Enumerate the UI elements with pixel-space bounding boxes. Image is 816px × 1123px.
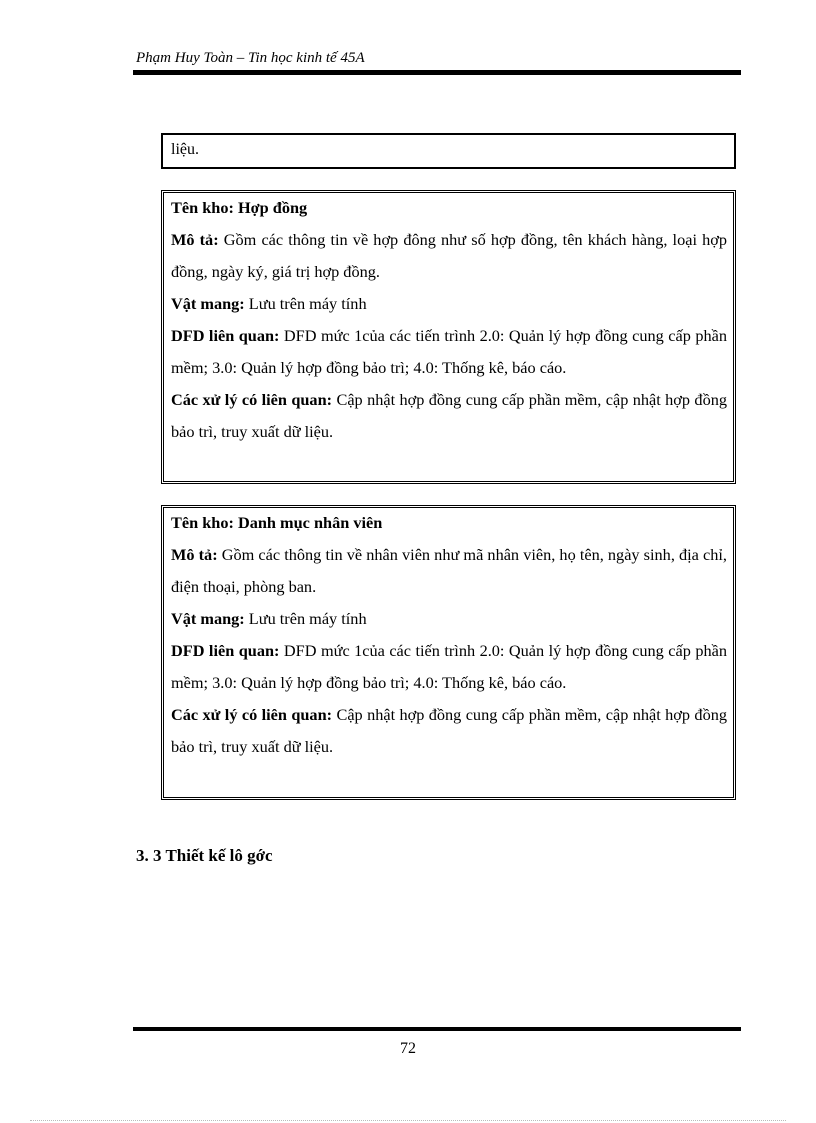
description-label: Mô tả: bbox=[171, 230, 219, 249]
medium-value: Lưu trên máy tính bbox=[248, 294, 367, 313]
dfd-label: DFD liên quan: bbox=[171, 641, 280, 660]
medium-label: Vật mang: bbox=[171, 294, 245, 313]
continuation-box bbox=[161, 133, 736, 169]
processes-value: Cập nhật hợp đồng cung cấp phần mềm, cập nhật hợp đồng bảo trì, truy xuất dữ liệu. bbox=[171, 705, 727, 756]
page-edge-dotted-line bbox=[30, 1120, 786, 1121]
dfd-label: DFD liên quan: bbox=[171, 326, 280, 345]
entry-dfd bbox=[171, 635, 727, 699]
header-rule bbox=[133, 70, 741, 75]
continuation-text: liệu. bbox=[171, 141, 199, 158]
data-store-entry bbox=[161, 190, 736, 484]
page-number: 72 bbox=[400, 1040, 416, 1057]
title-value: Hợp đồng bbox=[237, 198, 308, 217]
footer-rule bbox=[133, 1027, 741, 1031]
entry-dfd bbox=[171, 320, 727, 384]
entry-description bbox=[171, 539, 727, 603]
section-heading: 3. 3 Thiết kế lô gớc bbox=[136, 846, 273, 865]
entry-title bbox=[171, 511, 727, 534]
entry-medium bbox=[171, 603, 727, 635]
page-header: Phạm Huy Toàn – Tin học kinh tế 45A bbox=[136, 50, 365, 66]
entry-processes bbox=[171, 384, 727, 448]
medium-value: Lưu trên máy tính bbox=[248, 609, 367, 628]
entry-processes bbox=[171, 699, 727, 763]
data-store-entry bbox=[161, 505, 736, 800]
processes-value: Cập nhật hợp đồng cung cấp phần mềm, cập nhật hợp đồng bảo trì, truy xuất dữ liệu. bbox=[171, 390, 727, 441]
description-value: Gồm các thông tin về nhân viên như mã nhân viên, họ tên, ngày sinh, địa chỉ, điện thoại, phòng ban. bbox=[171, 545, 727, 596]
entry-title bbox=[171, 196, 727, 219]
title-label: Tên kho: bbox=[171, 198, 234, 217]
entry-medium bbox=[171, 288, 727, 320]
title-label: Tên kho: bbox=[171, 513, 234, 532]
title-value: Danh mục nhân viên bbox=[237, 513, 383, 532]
dfd-value: DFD mức 1của các tiến trình 2.0: Quản lý hợp đồng cung cấp phần mềm; 3.0: Quản lý hợp đồng bảo trì; 4.0: Thống kê, báo cáo. bbox=[171, 641, 727, 692]
description-value: Gồm các thông tin về hợp đông như số hợp đồng, tên khách hàng, loại hợp đồng, ngày ký, giá trị hợp đồng. bbox=[171, 230, 727, 281]
processes-label: Các xử lý có liên quan: bbox=[171, 705, 333, 724]
description-label: Mô tả: bbox=[171, 545, 218, 564]
dfd-value: DFD mức 1của các tiến trình 2.0: Quản lý hợp đồng cung cấp phần mềm; 3.0: Quản lý hợp đồng bảo trì; 4.0: Thống kê, báo cáo. bbox=[171, 326, 727, 377]
medium-label: Vật mang: bbox=[171, 609, 245, 628]
entry-description bbox=[171, 224, 727, 288]
processes-label: Các xử lý có liên quan: bbox=[171, 390, 333, 409]
